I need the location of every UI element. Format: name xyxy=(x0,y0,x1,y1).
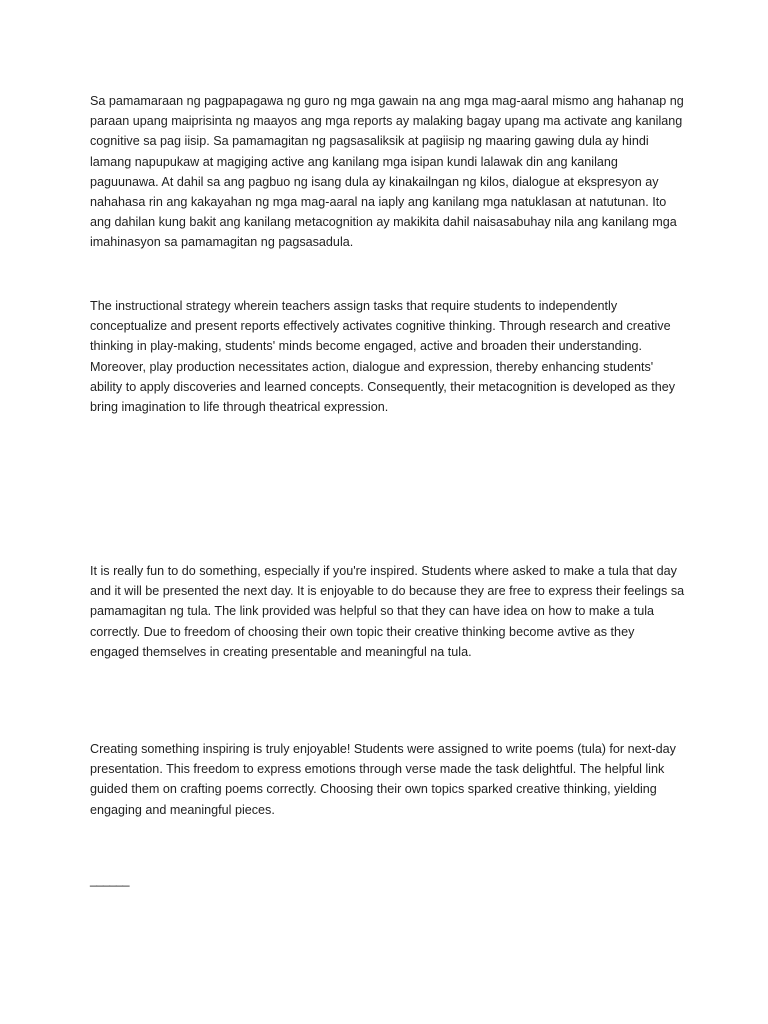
paragraph-tula-reflection: It is really fun to do something, especially if you're inspired. Students where asked to make a tula that day and it will be presented the next day. It is enjoyable to do because they are free to express their feelings sa pamamagitan ng tula. The link provided was helpful so that they can have idea on how to make a tula correctly. Due to freedom of choosing their own topic their creative thinking become avtive as they engaged themselves in creating presentable and meaningful na tula. xyxy=(90,564,685,659)
paragraph-english-reflection: The instructional strategy wherein teachers assign tasks that require students to independently conceptualize and present reports effectively activates cognitive thinking. Through research and creative thinking in play-making, students' minds become engaged, active and broaden their understanding. Moreover, play production necessitates action, dialogue and expression, thereby enhancing students' ability to apply discoveries and learned concepts. Consequently, their metacognition is developed as they bring imagination to life through theatrical expression. xyxy=(90,299,676,415)
trailing-underline: ______ xyxy=(90,873,130,887)
paragraph-filipino-reflection: Sa pamamaraan ng pagpapagawa ng guro ng mga gawain na ang mga mag-aaral mismo ang hahanap ng paraan upang maiprisinta ng maayos ang mga reports ay malaking bagay upang ma activate ang kanilang cognitive sa pag iisip. Sa pamamagitan ng pagsasaliksik at pagiisip ng maaring gawing dula ay hindi lamang napupukaw at magiging active ang kanilang mga isipan kundi lalawak din ang kanilang paguunawa. At dahil sa ang pagbuo ng isang dula ay kinakailngan ng kilos, dialogue at ekspresyon ay nahahasa rin ang kakayahan ng mga mag-aaral na iaply ang kanilang mga natuklasan at natutunan. Ito ang dahilan kung bakit ang kanilang metacognition ay makikita dahil naisasabuhay nila ang kanilang mga imahinasyon sa pamamagitan ng pagsasadula. xyxy=(90,94,684,250)
paragraph-tula-summary: Creating something inspiring is truly enjoyable! Students were assigned to write poems (tula) for next-day presentation. This freedom to express emotions through verse made the task delightful. The helpful link guided them on crafting poems correctly. Choosing their own topics sparked creative thinking, yielding engaging and meaningful pieces. xyxy=(90,742,676,817)
